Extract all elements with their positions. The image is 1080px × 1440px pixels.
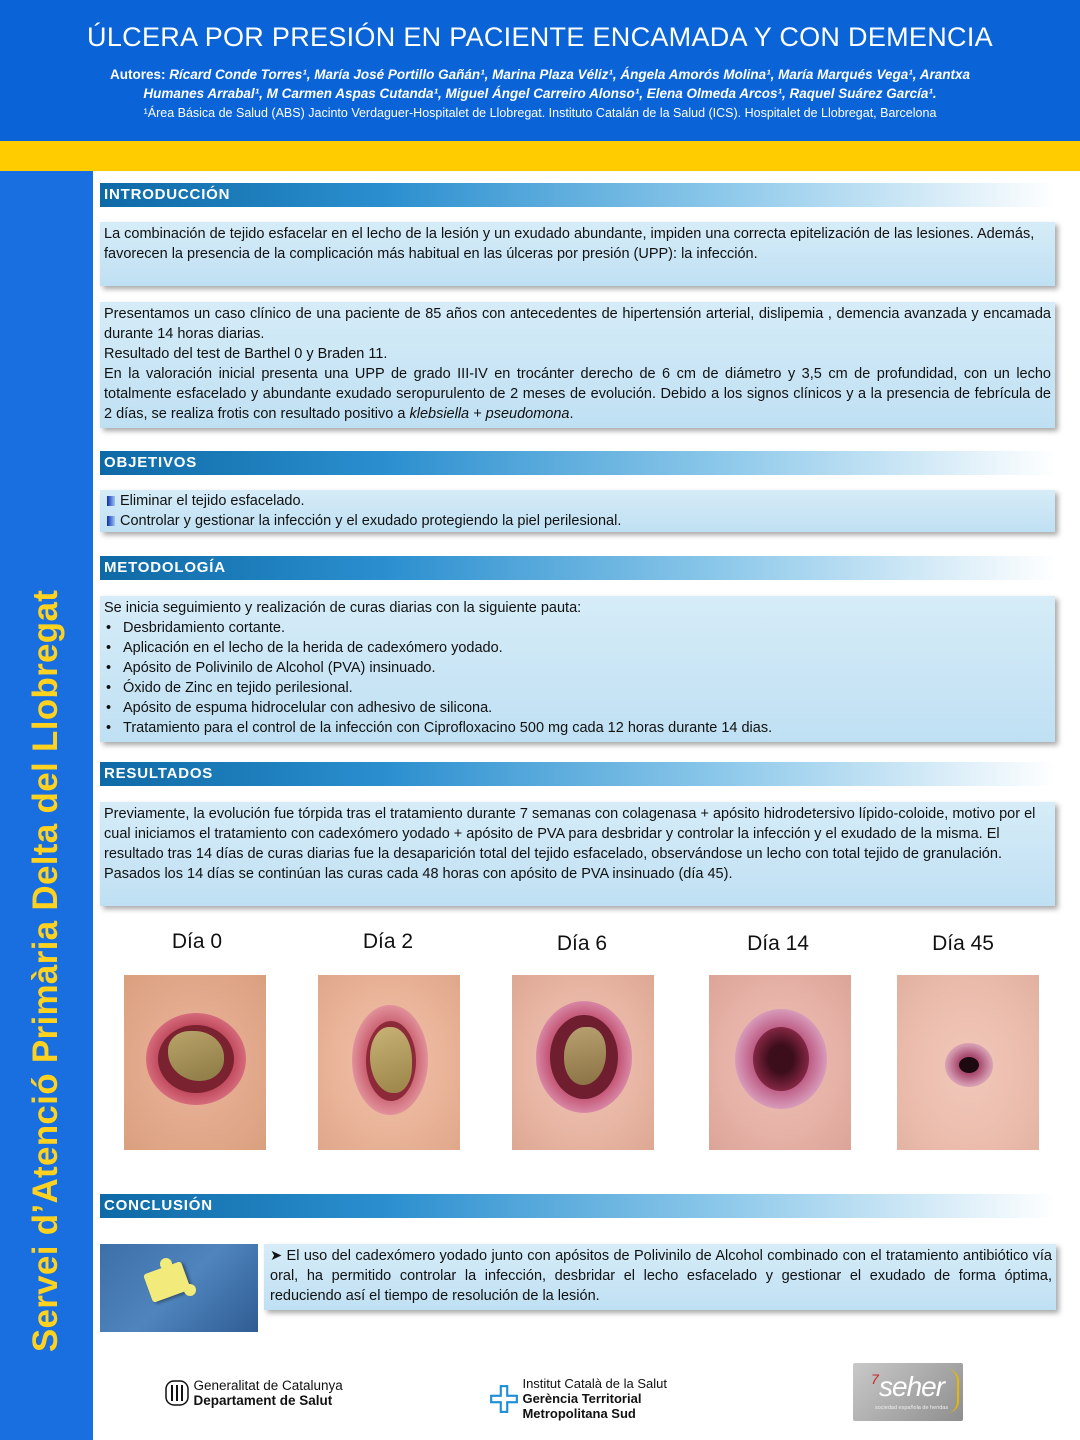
intro-box-2	[100, 302, 1055, 428]
metodologia-intro: Se inicia seguimiento y realización de curas diarias con la siguiente pauta:	[104, 600, 582, 616]
list-item: Controlar y gestionar la infección y el exudado protegiendo la piel perilesional.	[104, 511, 1051, 531]
authors-label: Autores:	[110, 67, 166, 82]
wound-photo-day-2	[318, 975, 460, 1150]
ics-cross-icon	[490, 1384, 518, 1414]
intro-paragraph-1: La combinación de tejido esfacelar en el lecho de la lesión y un exudado abundante, impiden una correcta epitelización de las lesiones. Además, favorecen la presencia de la complicación más habitual en las úlceras por presión (UPP): la infección.	[104, 226, 1035, 262]
intro-text: En la valoración inicial presenta una UPP de grado III-IV en trocánter derecho de 6 cm de diámetro y 3,5 cm de profundidad, con un lecho totalmente esfacelado y abundante exudado seropurulento de 2 meses de evolución. Debido a los signos clínicos y a la presencia de febrícula de 2 días, se realiza frotis con resultado positivo a	[104, 366, 1051, 422]
conclusion-box	[264, 1244, 1056, 1310]
puzzle-knob	[160, 1258, 172, 1270]
day-label-6: Día 6	[556, 932, 608, 955]
seher-subtitle: sociedad española de heridas	[875, 1405, 949, 1411]
arrow-bullet-icon: ➤	[270, 1248, 283, 1264]
list-item: • Óxido de Zinc en tejido perilesional.	[104, 678, 1051, 698]
authors	[0, 65, 1080, 103]
ics-logo	[490, 1376, 667, 1421]
list-item: Eliminar el tejido esfacelado.	[104, 491, 1051, 511]
generalitat-text	[193, 1378, 342, 1408]
section-heading-metodologia: METODOLOGÍA	[100, 556, 1056, 580]
objetivos-box	[100, 490, 1055, 532]
seher-number: 7	[871, 1371, 879, 1387]
metodologia-list	[104, 618, 1051, 738]
yellow-band	[0, 141, 1080, 171]
section-heading-resultados: RESULTADOS	[100, 762, 1056, 786]
wound-photo-day-45	[897, 975, 1039, 1150]
resultados-box	[100, 802, 1055, 906]
wound-bed	[753, 1027, 809, 1091]
ics-line-1: Institut Català de la Salut	[522, 1376, 667, 1391]
generalitat-line-2: Departament de Salut	[193, 1393, 333, 1408]
slough-tissue	[370, 1027, 412, 1093]
sidebar-vertical-title: Servei d’Atenció Primària Delta del Llobregat	[26, 589, 65, 1353]
generalitat-line-1: Generalitat de Catalunya	[193, 1378, 343, 1393]
ics-line-2: Gerència Territorial	[522, 1391, 642, 1406]
list-item: • Apósito de espuma hidrocelular con adhesivo de silicona.	[104, 698, 1051, 718]
intro-paragraph-2a: Presentamos un caso clínico de una paciente de 85 años con antecedentes de hipertensión arterial, dislipemia , demencia avanzada y encamada durante 14 horas diarias.	[104, 306, 1051, 342]
day-label-0: Día 0	[171, 930, 223, 953]
wound-photo-day-14	[709, 975, 851, 1150]
intro-paragraph-2b: Resultado del test de Barthel 0 y Braden 11.	[104, 346, 388, 362]
puzzle-image	[100, 1244, 258, 1332]
metodologia-box	[100, 596, 1055, 742]
puzzle-knob	[184, 1284, 196, 1296]
list-item: • Tratamiento para el control de la infección con Ciprofloxacino 500 mg cada 12 horas durante 14 dias.	[104, 718, 1051, 738]
generalitat-logo	[165, 1378, 343, 1408]
list-item: • Desbridamiento cortante.	[104, 618, 1051, 638]
authors-line-1: Rícard Conde Torres¹, María José Portillo Gañán¹, Marina Plaza Véliz¹, Ángela Amorós Molina¹, María Marqués Vega¹, Arantxa	[169, 67, 970, 82]
section-heading-conclusion: CONCLUSIÓN	[100, 1194, 1056, 1218]
objetivos-list	[104, 491, 1051, 531]
intro-paragraph-2c	[104, 364, 1051, 424]
affiliation: ¹Área Básica de Salud (ABS) Jacinto Verdaguer-Hospitalet de Llobregat. Instituto Catalán de la Salud (ICS). Hospitalet de Llobregat, Barcelona	[143, 106, 937, 120]
resultados-paragraph-2: Pasados los 14 días se continúan las curas cada 48 horas con apósito de PVA insinuado (día 45).	[104, 866, 733, 882]
list-item: • Apósito de Polivinilo de Alcohol (PVA) insinuado.	[104, 658, 1051, 678]
poster-title: ÚLCERA POR PRESIÓN EN PACIENTE ENCAMADA Y CON DEMENCIA	[87, 22, 993, 52]
section-heading-introduccion: INTRODUCCIÓN	[100, 183, 1056, 207]
resultados-paragraph-1: Previamente, la evolución fue tórpida tras el tratamiento durante 7 semanas con colagenasa + apósito hidrodetersivo lípido-coloide, motivo por el cual iniciamos el tratamiento con cadexómero yodado + apósito de PVA para desbridar y controlar la infección y el exudado de la misma. El resultado tras 14 días de curas diarias fue la desaparición total del tejido esfacelado, observándose un lecho con total tejido de granulación.	[104, 806, 1036, 862]
sidebar	[0, 171, 93, 1440]
conclusion-text: El uso del cadexómero yodado junto con apósitos de Polivinilo de Alcohol combinado con el tratamiento antibiótico vía oral, ha permitido controlar la infección, desbridar el lecho esfacelado y gestionar el exudado de forma óptima, reduciendo así el tiempo de resolución de la lesión.	[270, 1248, 1052, 1304]
bacteria-names: klebsiella + pseudomona	[409, 406, 570, 422]
intro-box-1	[100, 222, 1055, 286]
wound-bed	[959, 1057, 979, 1073]
day-label-2: Día 2	[362, 930, 414, 953]
ics-line-3: Metropolitana Sud	[522, 1406, 636, 1421]
authors-line-2: Humanes Arrabal¹, M Carmen Aspas Cutanda¹, Miguel Ángel Carreiro Alonso¹, Elena Olmeda Arcos¹, Raquel Suárez García¹.	[143, 86, 937, 101]
generalitat-emblem-icon	[165, 1380, 189, 1406]
wound-photo-day-0	[124, 975, 266, 1150]
list-item: • Aplicación en el lecho de la herida de cadexómero yodado.	[104, 638, 1051, 658]
seher-name: seher	[879, 1371, 945, 1402]
period: .	[569, 406, 574, 422]
seher-logo	[853, 1363, 963, 1421]
day-label-45: Día 45	[932, 932, 994, 955]
wound-photo-day-6	[512, 975, 654, 1150]
section-heading-objetivos: OBJETIVOS	[100, 451, 1056, 475]
day-label-14: Día 14	[747, 932, 809, 955]
poster-header	[0, 0, 1080, 141]
ics-text	[522, 1376, 667, 1421]
seher-arc	[947, 1369, 959, 1413]
